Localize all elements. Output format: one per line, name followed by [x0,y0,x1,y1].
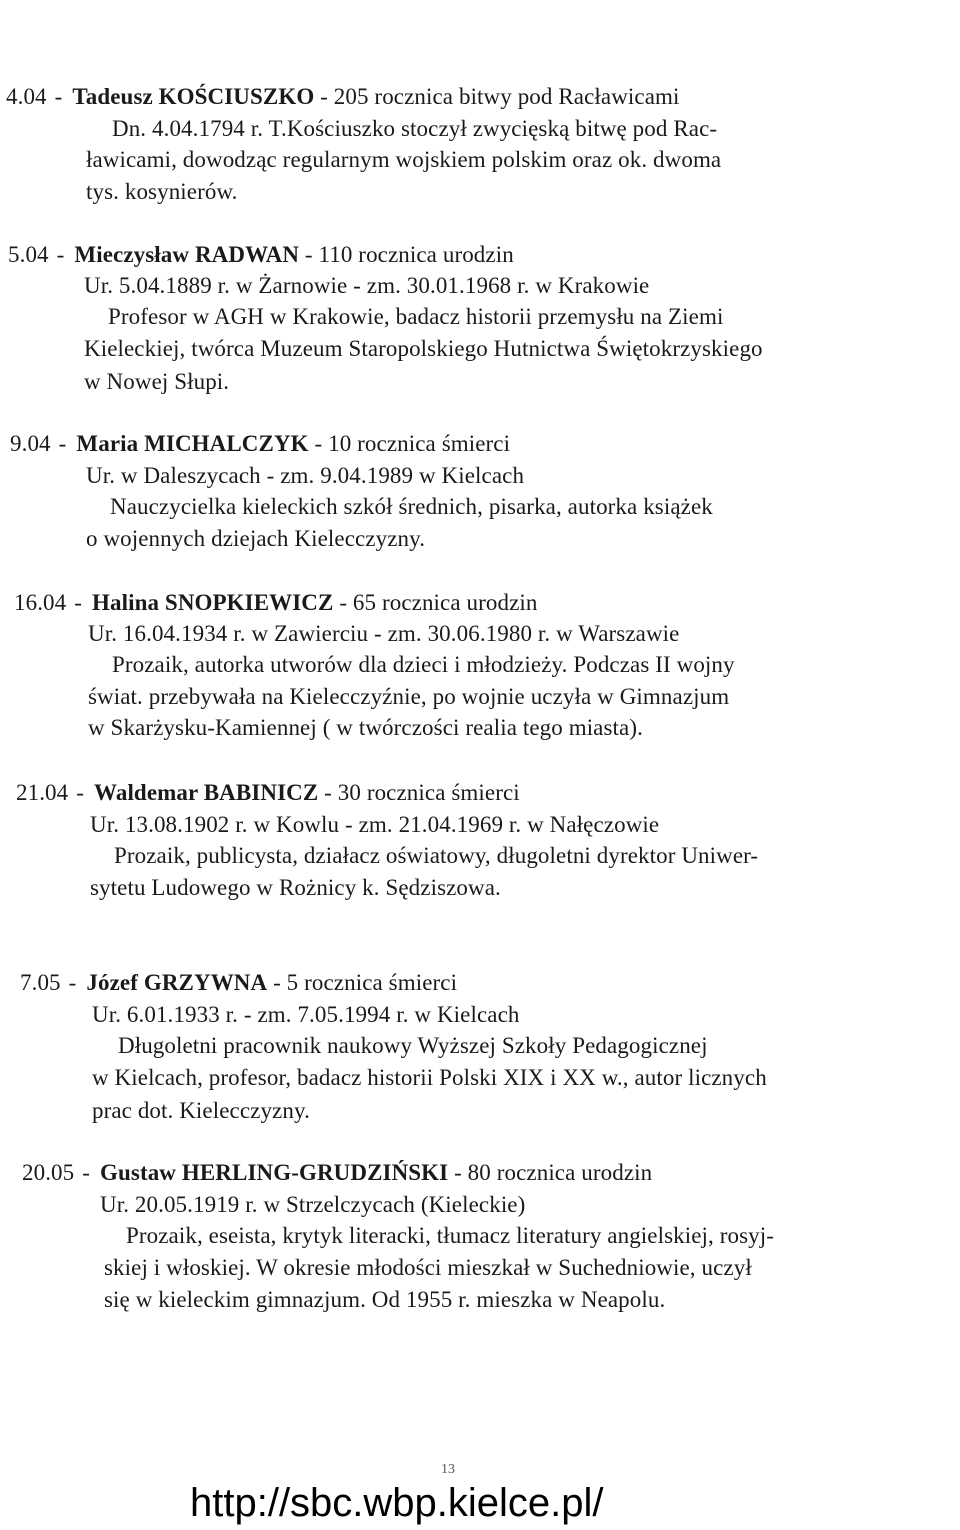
page-number: 13 [441,1462,455,1477]
entry-text-line: Prozaik, publicysta, działacz oświatowy, długoletni dyrektor Uniwer- [114,843,759,868]
entry-headline [20,968,457,998]
entry-text-line: tys. kosynierów. [86,179,238,204]
entry-person-name: Mieczysław RADWAN [74,242,300,267]
entry-headline [8,240,514,270]
entry-text-line: sytetu Ludowego w Rożnicy k. Sędziszowa. [90,875,501,900]
entry-occasion: - 205 rocznica bitwy pod Racławicami [320,84,680,109]
entry-separator: - [54,84,63,109]
entry-date: 9.04 [10,431,51,456]
entry-text-line: świat. przebywała na Kielecczyźnie, po wojnie uczyła w Gimnazjum [88,684,730,709]
entry-text-line: skiej i włoskiej. W okresie młodości mieszkał w Suchedniowie, uczył [104,1255,752,1280]
entry-date: 16.04 [14,590,67,615]
entry-text-line: Ur. 20.05.1919 r. w Strzelczycach (Kieleckie) [100,1192,526,1217]
entry-date: 7.05 [20,970,61,995]
entry-headline [16,778,520,808]
entry-text-line: Ur. 6.01.1933 r. - zm. 7.05.1994 r. w Kielcach [92,1002,520,1027]
entry-separator: - [82,1160,91,1185]
entry-text-line: Profesor w AGH w Krakowie, badacz historii przemysłu na Ziemi [108,304,724,329]
entry-headline [14,588,537,618]
entry-occasion: - 110 rocznica urodzin [304,242,514,267]
entry-text-line: Nauczycielka kieleckich szkół średnich, pisarka, autorka książek [110,494,713,519]
entry-text-line: Ur. 16.04.1934 r. w Zawierciu - zm. 30.06.1980 r. w Warszawie [88,621,680,646]
entry-text-line: o wojennych dziejach Kielecczyzny. [86,526,426,551]
entry-text-line: Ur. w Daleszycach - zm. 9.04.1989 w Kielcach [86,463,525,488]
entry-occasion: - 5 rocznica śmierci [273,970,458,995]
entry-text-line: w Nowej Słupi. [84,369,230,394]
entry-text-line: ławicami, dowodząc regularnym wojskiem polskim oraz ok. dwoma [86,147,722,172]
entry-separator: - [56,242,65,267]
entry-headline [22,1158,652,1188]
entry-separator: - [74,590,83,615]
entry-person-name: Waldemar BABINICZ [94,780,319,805]
entry-person-name: Tadeusz KOŚCIUSZKO [72,84,315,109]
entry-person-name: Gustaw HERLING-GRUDZIŃSKI [100,1160,449,1185]
entry-person-name: Halina SNOPKIEWICZ [92,590,334,615]
entry-occasion: - 30 rocznica śmierci [324,780,520,805]
entry-separator: - [58,431,67,456]
entry-separator: - [68,970,77,995]
entry-text-line: Dn. 4.04.1794 r. T.Kościuszko stoczył zwycięską bitwę pod Rac- [112,116,718,141]
entry-headline [6,82,680,112]
entry-person-name: Maria MICHALCZYK [76,431,309,456]
entry-headline [10,429,510,459]
entry-occasion: - 80 rocznica urodzin [454,1160,653,1185]
entry-text-line: Prozaik, eseista, krytyk literacki, tłumacz literatury angielskiej, rosyj- [126,1223,774,1248]
entry-occasion: - 65 rocznica urodzin [339,590,538,615]
entry-separator: - [76,780,85,805]
entry-occasion: - 10 rocznica śmierci [314,431,511,456]
entry-date: 4.04 [6,84,47,109]
entry-date: 21.04 [16,780,69,805]
entry-text-line: Ur. 5.04.1889 r. w Żarnowie - zm. 30.01.1968 r. w Krakowie [84,273,650,298]
footer-url: http://sbc.wbp.kielce.pl/ [190,1481,604,1525]
entry-text-line: w Kielcach, profesor, badacz historii Polski XIX i XX w., autor licznych [92,1065,767,1090]
entry-text-line: Prozaik, autorka utworów dla dzieci i młodzieży. Podczas II wojny [112,652,735,677]
entry-date: 5.04 [8,242,49,267]
entry-person-name: Józef GRZYWNA [86,970,268,995]
entry-text-line: Kieleckiej, twórca Muzeum Staropolskiego Hutnictwa Świętokrzyskiego [84,336,763,361]
entry-date: 20.05 [22,1160,75,1185]
entry-text-line: Długoletni pracownik naukowy Wyższej Szkoły Pedagogicznej [118,1033,708,1058]
entry-text-line: w Skarżysku-Kamiennej ( w twórczości realia tego miasta). [88,715,643,740]
entry-text-line: się w kieleckim gimnazjum. Od 1955 r. mieszka w Neapolu. [104,1287,666,1312]
entry-text-line: prac dot. Kielecczyzny. [92,1098,310,1123]
entry-text-line: Ur. 13.08.1902 r. w Kowlu - zm. 21.04.1969 r. w Nałęczowie [90,812,660,837]
